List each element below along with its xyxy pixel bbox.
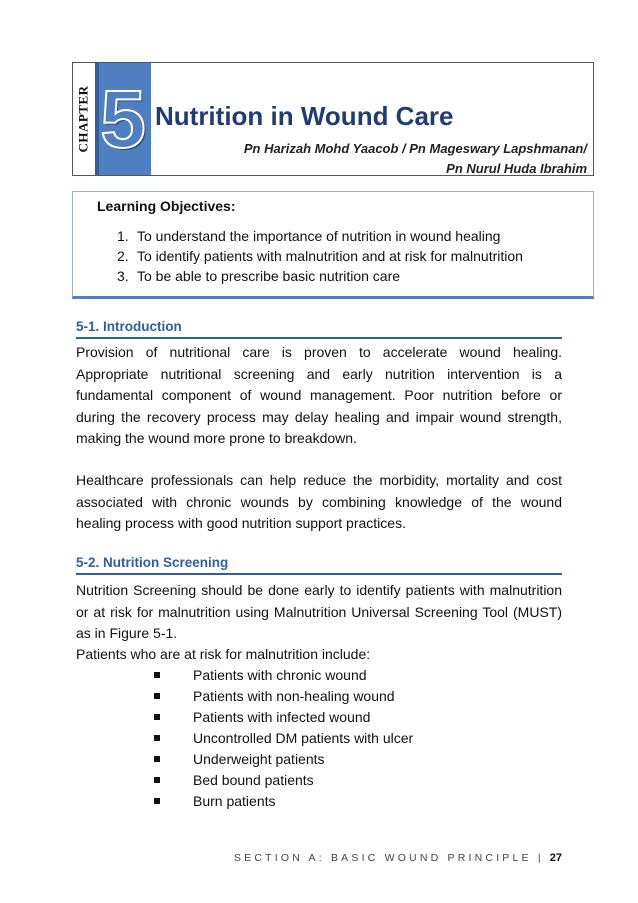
risk-list [152,665,413,812]
section-heading-introduction: 5-1. Introduction [76,319,562,339]
learning-objectives-list [117,226,523,286]
chapter-number: 5 [100,74,146,165]
risk-item-text: Bed bound patients [193,772,314,788]
square-bullet-icon [154,735,160,741]
objective-text: To understand the importance of nutrition in wound healing [137,228,501,244]
square-bullet-icon [154,756,160,762]
risk-item-text: Underweight patients [193,751,325,767]
objective-number: 1. [117,228,129,244]
learning-objectives-title: Learning Objectives: [97,198,236,214]
author-line: Pn Harizah Mohd Yaacob / Pn Mageswary Lapshmanan/ [243,141,587,156]
risk-item [152,707,413,728]
square-bullet-icon [154,777,160,783]
chapter-header [72,62,594,176]
objective-text: To be able to prescribe basic nutrition care [137,268,401,284]
chapter-label-container [73,63,95,175]
risk-item [152,770,413,791]
objective-number: 3. [117,268,129,284]
objective-text: To identify patients with malnutrition and at risk for malnutrition [137,248,523,264]
section-heading-screening: 5-2. Nutrition Screening [76,555,562,575]
chapter-number-block [95,63,151,175]
objective-item [117,266,523,286]
square-bullet-icon [154,714,160,720]
introduction-paragraph: Provision of nutritional care is proven to accelerate wound healing. Appropriate nutritional screening and early nutrition intervention is a fundamental component of wound management. Poor nutrition before or during the recovery process may delay healing and impair wound strength, making the wound more prone to breakdown. [76,344,562,446]
page-number: 27 [549,852,562,864]
risk-item-text: Patients with chronic wound [193,667,367,683]
risk-item-text: Patients with non-healing wound [193,688,395,704]
objective-number: 2. [117,248,129,264]
risk-item [152,791,413,812]
risk-item-text: Burn patients [193,793,276,809]
chapter-title: Nutrition in Wound Care [155,101,454,131]
objective-item [117,246,523,266]
risk-item [152,665,413,686]
footer-section-label: SECTION A: BASIC WOUND PRINCIPLE [233,852,532,864]
objective-item [117,226,523,246]
risk-item-text: Patients with infected wound [193,709,371,725]
chapter-authors [244,139,587,179]
chapter-label: CHAPTER [76,85,91,153]
risk-item-text: Uncontrolled DM patients with ulcer [193,730,414,746]
footer-separator: | [537,852,541,864]
introduction-paragraph: Healthcare professionals can help reduce the morbidity, mortality and cost associated with chronic wounds by combining knowledge of the wound healing process with good nutrition support practices. [76,472,562,531]
learning-objectives-box [72,191,594,299]
risk-item [152,728,413,749]
square-bullet-icon [154,798,160,804]
square-bullet-icon [154,693,160,699]
author-line: Pn Nurul Huda Ibrahim [446,161,587,176]
square-bullet-icon [154,672,160,678]
risk-item [152,686,413,707]
risk-intro: Patients who are at risk for malnutrition include: [76,646,371,662]
screening-paragraph: Nutrition Screening should be done early to identify patients with malnutrition or at risk for malnutrition using Malnutrition Universal Screening Tool (MUST) as in Figure 5-1. [76,582,562,641]
page-footer [234,852,562,864]
risk-item [152,749,413,770]
